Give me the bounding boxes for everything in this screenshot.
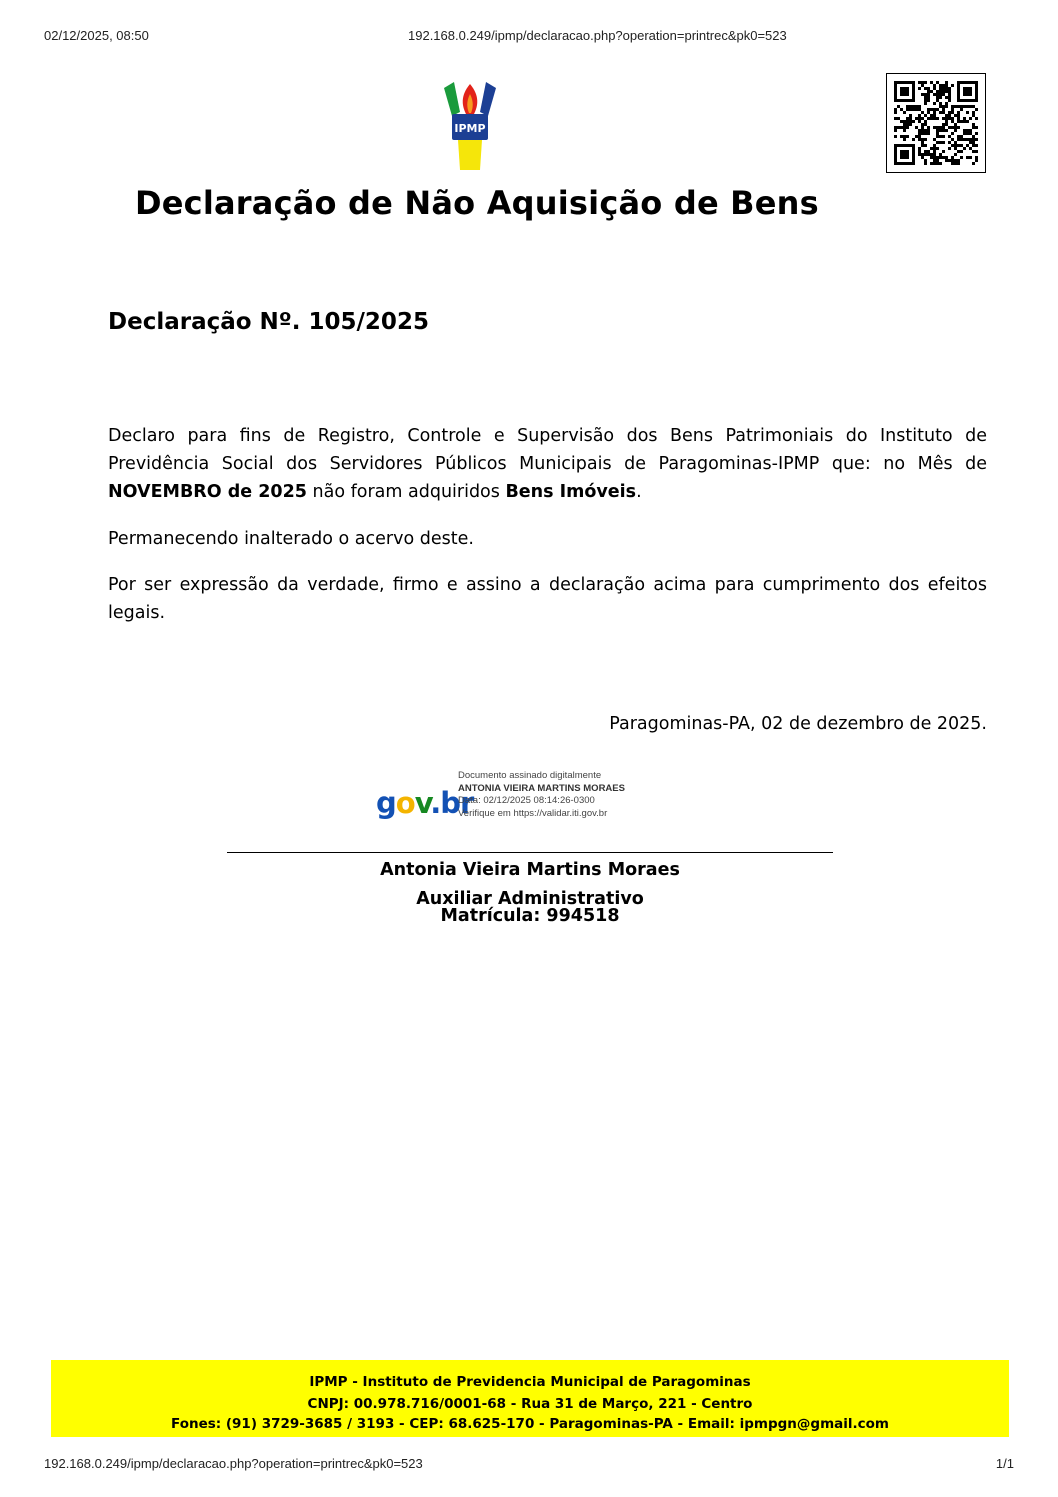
- digital-signature-stamp: [376, 770, 636, 832]
- signatory-registration: Matrícula: 994518: [440, 906, 620, 926]
- print-datetime: 02/12/2025, 08:50: [44, 28, 149, 43]
- print-footer-url: 192.168.0.249/ipmp/declaracao.php?operation=printrec&pk0=523: [44, 1456, 423, 1471]
- footer-address: CNPJ: 00.978.716/0001-68 - Rua 31 de Março, 221 - Centro: [307, 1396, 753, 1412]
- signatory-name: Antonia Vieira Martins Moraes: [380, 860, 680, 880]
- place-date: Paragominas-PA, 02 de dezembro de 2025.: [609, 714, 987, 734]
- signature-line: [227, 852, 833, 853]
- truth-paragraph: Por ser expressão da verdade, firmo e assino a declaração acima para cumprimento dos efeitos legais.: [108, 575, 987, 623]
- paragraph-text: Declaro para fins de Registro, Controle e Supervisão dos Bens Patrimoniais do Instituto de Previdência Social dos Servidores Públicos Municipais de Paragominas-IPMP que: no Mês de: [108, 426, 987, 474]
- declaration-paragraph: [108, 422, 987, 506]
- signature-signer: ANTONIA VIEIRA MARTINS MORAES: [458, 782, 625, 794]
- logo-text: IPMP: [454, 122, 486, 135]
- browser-print-header: [44, 28, 1014, 44]
- declaration-number: Declaração Nº. 105/2025: [108, 309, 429, 335]
- signature-date: Data: 02/12/2025 08:14:26-0300: [458, 795, 595, 806]
- print-url: 192.168.0.249/ipmp/declaracao.php?operation=printrec&pk0=523: [408, 28, 787, 43]
- unchanged-paragraph: Permanecendo inalterado o acervo deste.: [108, 529, 474, 549]
- footer-contact: Fones: (91) 3729-3685 / 3193 - CEP: 68.625-170 - Paragominas-PA - Email: ipmpgn@gmail.com: [171, 1416, 889, 1432]
- goods-type: Bens Imóveis: [505, 482, 637, 502]
- month-reference: NOVEMBRO de 2025: [108, 482, 307, 502]
- document-title: Declaração de Não Aquisição de Bens: [135, 184, 819, 222]
- paragraph-text: não foram adquiridos: [306, 482, 506, 502]
- signatory-role: Auxiliar Administrativo: [416, 889, 644, 909]
- qr-code-icon: [886, 73, 986, 173]
- paragraph-text: .: [636, 482, 642, 502]
- ipmp-torch-logo: [440, 78, 500, 172]
- browser-print-footer: [44, 1456, 1014, 1472]
- govbr-logo: gov.br: [376, 786, 474, 820]
- print-page-number: 1/1: [995, 1456, 1014, 1471]
- institution-footer: [51, 1360, 1009, 1437]
- footer-institution: IPMP - Instituto de Previdencia Municipal de Paragominas: [309, 1374, 751, 1390]
- signature-details: [458, 770, 625, 820]
- signature-verify: Verifique em https://validar.iti.gov.br: [458, 807, 608, 819]
- signature-line1: Documento assinado digitalmente: [458, 770, 602, 781]
